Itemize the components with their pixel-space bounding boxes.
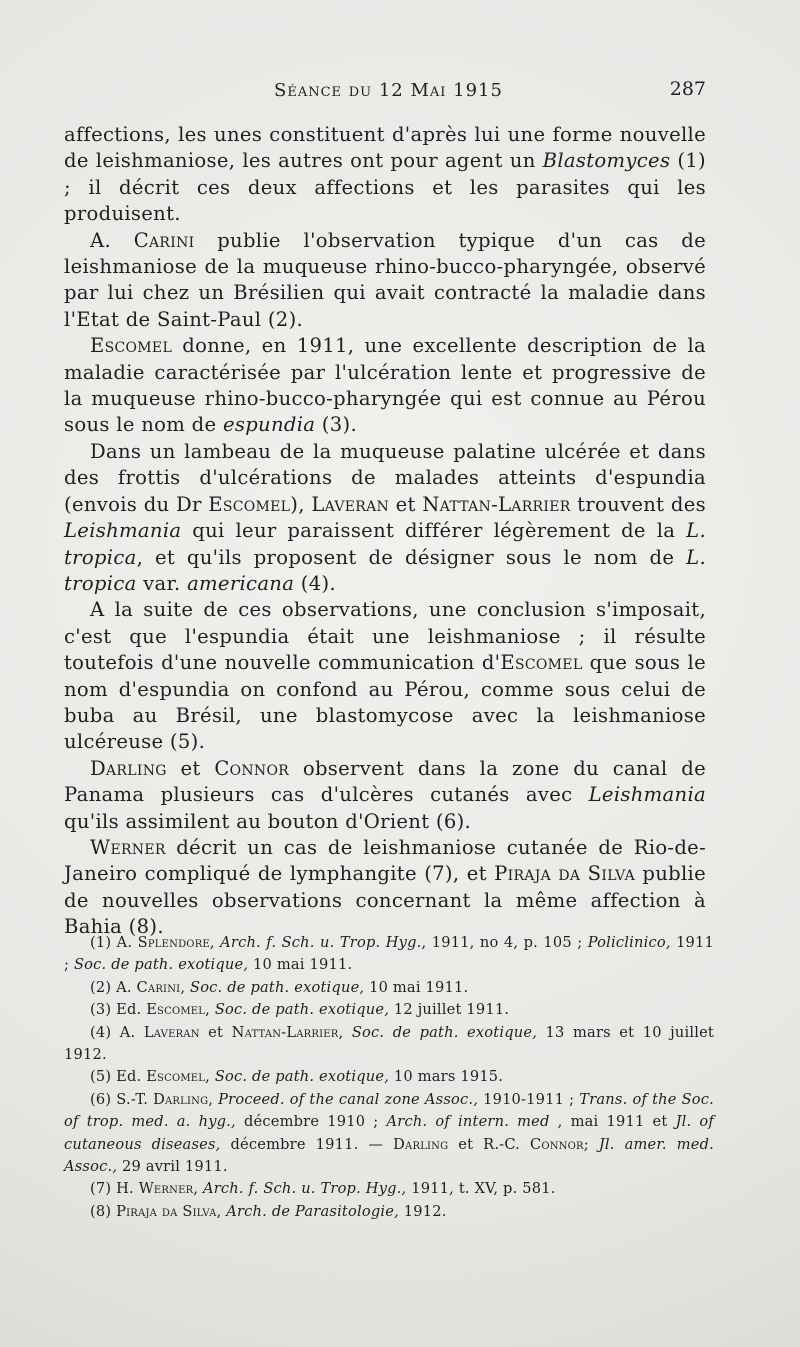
footnote-6 xyxy=(64,1089,714,1179)
text-run: et R.-C. xyxy=(448,1135,530,1153)
text-run: (5) Ed. xyxy=(90,1068,147,1086)
footnote-8 xyxy=(64,1201,714,1223)
author-name: Connor xyxy=(214,756,290,780)
italic-run: Blastomyces xyxy=(542,149,671,173)
text-run: (1) ; il décrit ces deux affections et les parasites qui les produisent. xyxy=(64,149,706,226)
author-name: Nattan-Larrier xyxy=(422,492,571,516)
text-run: et xyxy=(199,1023,232,1041)
text-run: , xyxy=(209,934,221,951)
text-run: décembre 1910 ; xyxy=(235,1113,387,1131)
italic-run: Arch. f. Sch. u. Trop. Hyg. xyxy=(220,934,422,951)
paragraph-1 xyxy=(64,122,706,228)
text-run: , xyxy=(205,1068,215,1086)
italic-run: Soc. de path. exotique, xyxy=(214,1001,390,1019)
italic-run: Jl. of cutaneous diseases, xyxy=(64,1113,715,1153)
italic-run: Arch. f. Sch. u. Trop. Hyg., xyxy=(203,1180,407,1198)
text-run: (4) A. xyxy=(90,1023,144,1041)
italic-run: Arch. of intern. med xyxy=(386,1113,550,1131)
author-name: Escomel xyxy=(146,1068,206,1086)
author-name: Werner xyxy=(90,835,166,859)
footnote-2 xyxy=(64,977,714,999)
footnote-5 xyxy=(64,1066,714,1088)
text-run: , et qu'ils proposent de désigner sous le nom de xyxy=(136,545,687,569)
paragraph-6 xyxy=(64,756,706,835)
author-name: Darling xyxy=(393,1135,449,1153)
text-run: 10 mai 1911. xyxy=(364,978,469,996)
italic-run: L. tropica xyxy=(64,545,706,595)
author-name: Werner xyxy=(138,1180,194,1198)
author-name: Laveran xyxy=(311,492,390,516)
italic-run: Leishmania xyxy=(64,519,182,543)
text-run: 1910-1911 ; xyxy=(478,1090,580,1108)
text-run: qu'ils assimilent au bouton d'Orient (6). xyxy=(64,809,472,833)
text-run: 13 mars et 10 juillet 1912. xyxy=(64,1023,714,1064)
author-name: Escomel xyxy=(90,334,173,358)
text-run: et xyxy=(389,492,423,516)
text-run: 1912. xyxy=(398,1202,447,1220)
text-run: 12 juillet 1911. xyxy=(389,1001,510,1019)
footnote-3 xyxy=(64,999,714,1021)
italic-run: Soc. de path. exotique, xyxy=(190,978,365,996)
italic-run: Soc. de path. exotique, xyxy=(351,1023,538,1041)
author-name: Darling xyxy=(90,756,167,780)
italic-run: Soc. de path. exotique, xyxy=(73,956,249,974)
footnote-4 xyxy=(64,1022,714,1067)
text-run: , xyxy=(205,1001,215,1019)
main-text xyxy=(64,122,706,941)
italic-run: Arch. de Parasitologie, xyxy=(226,1202,399,1220)
author-name: Escomel xyxy=(500,651,583,675)
paragraph-2 xyxy=(64,228,706,334)
text-run: 29 avril 1911. xyxy=(117,1158,228,1176)
text-run: donne, en 1911, une excellente description de la maladie caractérisée par l'ulcération lente et progressive de la muqueuse rhino-bucco-pharyngée qui est connue au Pérou sous le nom de xyxy=(64,334,706,437)
author-name: Carini xyxy=(136,978,181,996)
text-run: , xyxy=(208,1090,219,1108)
text-run: (3) Ed. xyxy=(90,1001,147,1019)
text-run: trouvent des xyxy=(570,492,706,516)
author-name: Splendore xyxy=(137,934,210,951)
text-run: ), xyxy=(290,492,312,516)
text-run: publie l'observation typique d'un cas de leishmaniose de la muqueuse rhino-bucco-pharyngée, observé par lui chez un Brésilien qui avait contracté la maladie dans l'Etat de Saint-Paul (2). xyxy=(64,228,706,331)
italic-run: Policlinico, xyxy=(587,934,671,951)
text-run: affections, les unes constituent d'après lui une forme nouvelle de leishmaniose, les autres ont pour agent un xyxy=(64,123,706,173)
text-run: qui leur paraissent différer légèrement de la xyxy=(181,519,687,543)
text-run: (8) xyxy=(90,1202,117,1220)
footnotes xyxy=(64,932,714,1223)
text-run: et xyxy=(166,756,215,780)
text-run: 10 mars 1915. xyxy=(389,1068,504,1086)
text-run: (2) A. xyxy=(90,978,137,996)
paragraph-4 xyxy=(64,439,706,597)
page-header xyxy=(64,76,706,102)
author-name: Darling xyxy=(153,1090,209,1108)
author-name: A. Carini xyxy=(90,228,195,252)
author-name: Connor xyxy=(529,1135,584,1153)
text-run: publie de nouvelles observations concernant la même affection à Bahia (8). xyxy=(64,862,707,939)
text-run: que sous le nom d'espundia on confond au Pérou, comme sous celui de buba au Brésil, une blastomycose avec la leishmaniose ulcéreuse (5). xyxy=(64,651,706,754)
page-number: 287 xyxy=(669,78,706,100)
paragraph-7 xyxy=(64,835,706,941)
text-run: var. xyxy=(136,571,188,595)
italic-run: Jl. amer. med. Assoc., xyxy=(64,1135,714,1176)
text-run: Dans un lambeau de la muqueuse palatine ulcérée et dans des frottis d'ulcérations de malades atteints d'espundia (envois du Dr xyxy=(64,439,706,516)
text-run: (7) H. xyxy=(90,1180,139,1198)
text-run: , xyxy=(180,978,190,996)
text-run: (1) A. xyxy=(90,934,138,951)
italic-run: Leishmania xyxy=(588,783,706,807)
italic-run: Soc. de path. exotique, xyxy=(214,1068,390,1086)
text-run: (4). xyxy=(294,571,336,595)
text-run: 10 mai 1911. xyxy=(248,956,353,974)
footnote-1 xyxy=(64,932,714,977)
italic-run: Trans. of the Soc. of trop. med. a. hyg., xyxy=(64,1090,714,1131)
text-run: (3). xyxy=(315,413,357,437)
running-title: Séance du 12 Mai 1915 xyxy=(274,80,503,101)
italic-run: L. tropica xyxy=(64,519,706,569)
author-name: Piraja da Silva xyxy=(494,862,636,886)
author-name: Piraja da Silva xyxy=(116,1202,217,1220)
author-name: Escomel xyxy=(146,1001,206,1019)
italic-run: Proceed. of the canal zone Assoc., xyxy=(218,1090,479,1108)
text-run: ; xyxy=(583,1135,599,1153)
text-run: , xyxy=(193,1180,204,1198)
footnote-7 xyxy=(64,1178,714,1200)
text-run: décembre 1911. — xyxy=(220,1135,394,1153)
text-run: , xyxy=(338,1023,352,1041)
text-run: décrit un cas de leishmaniose cutanée de Rio-de-Janeiro compliqué de lymphangite (7), et xyxy=(64,835,706,886)
author-name: Escomel xyxy=(208,492,291,516)
text-run: , mai 1911 et xyxy=(549,1113,676,1131)
text-run: (6) S.-T. xyxy=(90,1090,154,1108)
text-run: , xyxy=(216,1202,227,1220)
text-run: , 1911, no 4, p. 105 ; xyxy=(421,934,588,951)
author-name: Nattan-Larrier xyxy=(231,1023,339,1041)
text-run: 1911, t. XV, p. 581. xyxy=(406,1180,556,1198)
italic-run: espundia xyxy=(222,413,316,437)
italic-run: americana xyxy=(187,571,295,595)
text-run: observent dans la zone du canal de Panama plusieurs cas d'ulcères cutanés avec xyxy=(64,756,706,807)
text-run: A la suite de ces observations, une conclusion s'imposait, c'est que l'espundia était une leishmaniose ; il résulte toutefois d'une nouvelle communication d' xyxy=(64,598,706,675)
author-name: Laveran xyxy=(143,1023,200,1041)
paragraph-5 xyxy=(64,597,706,755)
paragraph-3 xyxy=(64,333,706,439)
text-run: 1911 ; xyxy=(64,934,715,974)
